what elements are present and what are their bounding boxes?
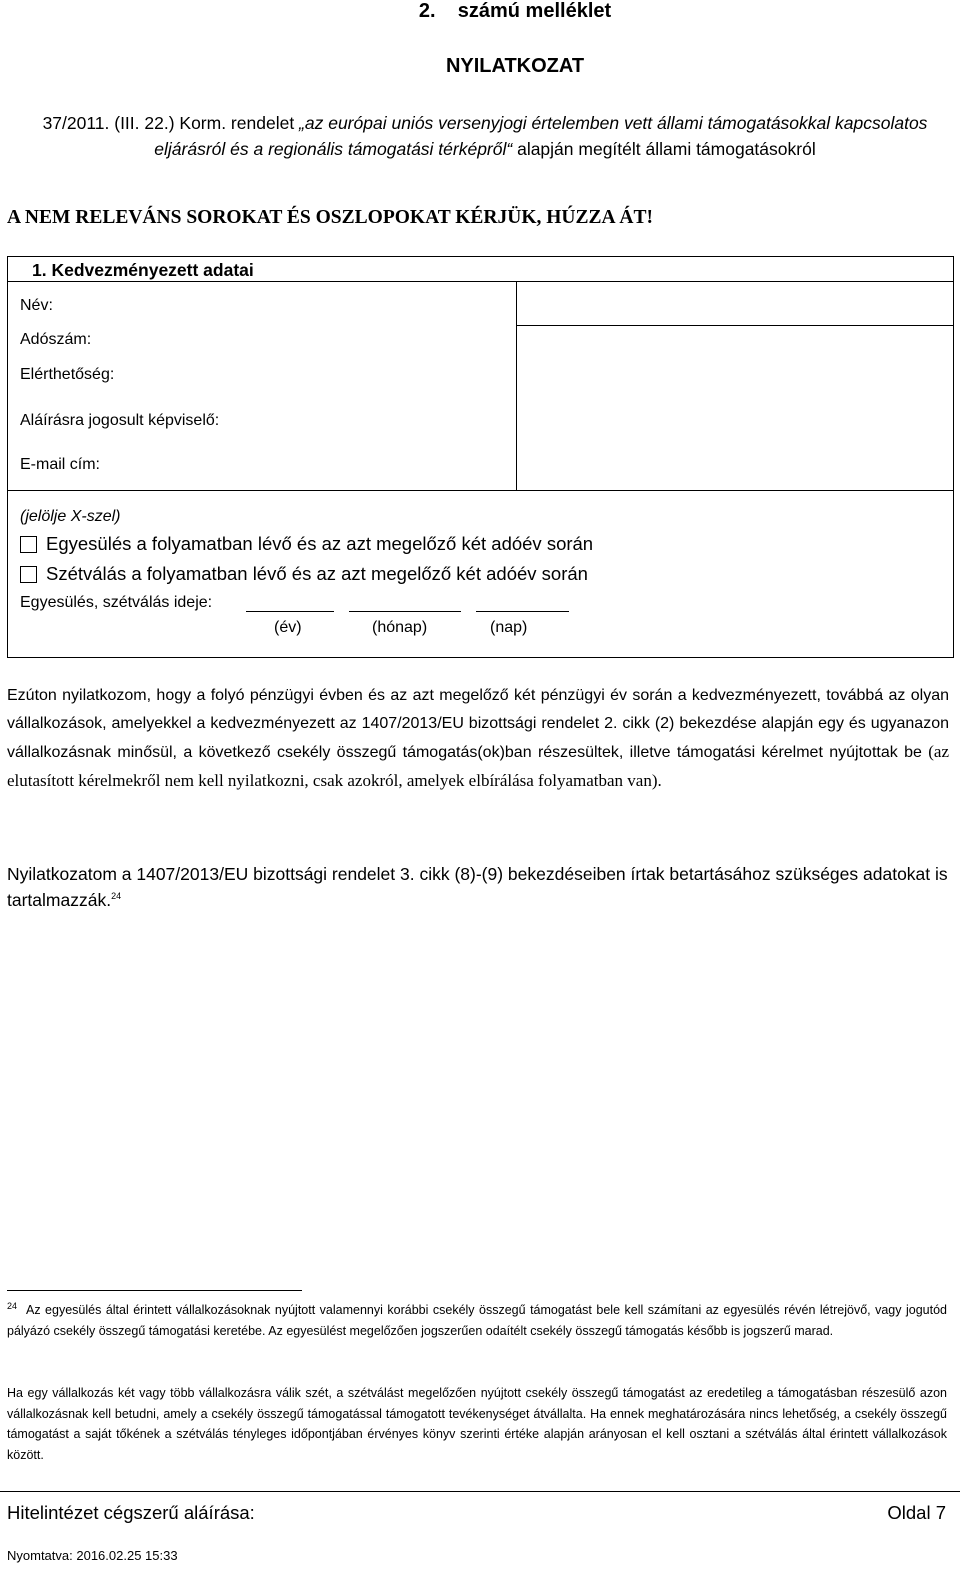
print-timestamp: Nyomtatva: 2016.02.25 15:33	[7, 1548, 178, 1563]
merger-label: Egyesülés a folyamatban lévő és az azt megelőző két adóév során	[46, 533, 594, 554]
section-heading: 1. Kedvezményezett adatai	[32, 260, 254, 280]
table-column-divider	[516, 281, 517, 490]
regulation-reference	[20, 110, 950, 162]
day-blank[interactable]	[476, 595, 569, 612]
declaration-paragraph	[7, 861, 949, 913]
month-label: (hónap)	[372, 619, 428, 636]
footnote-paragraph-2: Ha egy vállalkozás két vagy több vállalkozásra válik szét, a szétválást megelőzően nyújtott csekély összegű támogatást az eredetileg a támogatásban részesülő azon vállalkozásnak kell betudni, amely a csekély összegű támogatással támogatott tevékenységet átvállalta. Ha ennek meghatározására nincs lehetőség, a csekély összegű támogatást a saját tőkének a szétválás tényleges időpontjában érvényes könyv szerinti értéke alapján arányosan el kell osztani a szétválás által érintett vállalkozások között.	[7, 1386, 947, 1462]
footer-separator	[0, 1491, 960, 1492]
year-label: (év)	[274, 619, 302, 636]
statement-text: Ezúton nyilatkozom, hogy a folyó pénzügyi évben és az azt megelőző két pénzügyi év során a kedvezményezett, továbbá az olyan vállalkozások, amelyekkel a kedvezményezett az 1407/2013/EU bizottsági rendelet 2. cikk (2) bekezdése alapján egy és ugyanazon vállalkozásnak minősül, a következő csekély összegű támogatás(ok)ban részesültek, illetve támogatási kérelmet nyújtottak be	[7, 687, 949, 761]
signature-label: Hitelintézet cégszerű aláírása:	[7, 1502, 255, 1523]
regulation-number: 37/2011. (III. 22.) Korm. rendelet	[42, 113, 300, 133]
beneficiary-table	[7, 256, 954, 658]
table-divider	[8, 281, 953, 282]
annex-label: számú melléklet	[457, 0, 612, 22]
annex-title	[0, 0, 960, 23]
contact-label: Elérthetőség:	[20, 366, 115, 383]
footnote-reference: 24	[111, 891, 122, 902]
mark-hint: (jelölje X-szel)	[20, 508, 121, 525]
footnote-separator	[7, 1290, 302, 1291]
document-title: NYILATKOZAT	[445, 55, 585, 77]
regulation-title: „az európai uniós versenyjogi értelemben vett állami támogatásokkal kapcsolatos eljárásról és a regionális támogatási térképről“	[154, 113, 928, 159]
tax-number-label: Adószám:	[20, 331, 92, 348]
day-label: (nap)	[490, 619, 528, 636]
month-blank[interactable]	[349, 595, 461, 612]
footnote-text-1: Az egyesülés által érintett vállalkozásoknak nyújtott valamennyi korábbi csekély összegű támogatást bele kell számítani az egyesülés révén létrejövő, vagy jogutód pályázó csekély összegű támogatási keretébe. Az egyesülést megelőzően jogszerűen odaítélt csekély összegű támogatás később is jogszerű marad.	[7, 1303, 947, 1338]
page-number: Oldal 7	[887, 1502, 946, 1523]
declaration-text: Nyilatkozatom a 1407/2013/EU bizottsági rendelet 3. cikk (8)-(9) bekezdéseiben írtak betartásához szükséges adatokat is tartalmazzák.	[7, 864, 948, 910]
statement-note: (az elutasított kérelmekről nem kell nyilatkozni, csak azokról, amelyek elbírálása folyamatban van).	[7, 742, 949, 790]
representative-label: Aláírásra jogosult képviselő:	[20, 412, 220, 429]
email-label: E-mail cím:	[20, 456, 100, 473]
statement-paragraph	[7, 682, 949, 796]
footnote-paragraph-1	[7, 1300, 947, 1341]
table-divider	[516, 325, 953, 326]
strike-instruction: A NEM RELEVÁNS SOROKAT ÉS OSZLOPOKAT KÉRJÜK, HÚZZA ÁT!	[7, 207, 653, 228]
annex-number: 2.	[418, 0, 436, 22]
split-option[interactable]	[20, 563, 588, 585]
merger-option[interactable]	[20, 533, 593, 555]
regulation-tail: alapján megítélt állami támogatásokról	[512, 139, 816, 159]
footnote-number: 24	[7, 1300, 18, 1311]
split-checkbox[interactable]	[20, 566, 37, 583]
merger-checkbox[interactable]	[20, 536, 37, 553]
date-label: Egyesülés, szétválás ideje:	[20, 594, 213, 611]
table-divider	[8, 490, 953, 491]
year-blank[interactable]	[246, 595, 334, 612]
split-label: Szétválás a folyamatban lévő és az azt megelőző két adóév során	[46, 563, 588, 584]
name-label: Név:	[20, 297, 53, 314]
